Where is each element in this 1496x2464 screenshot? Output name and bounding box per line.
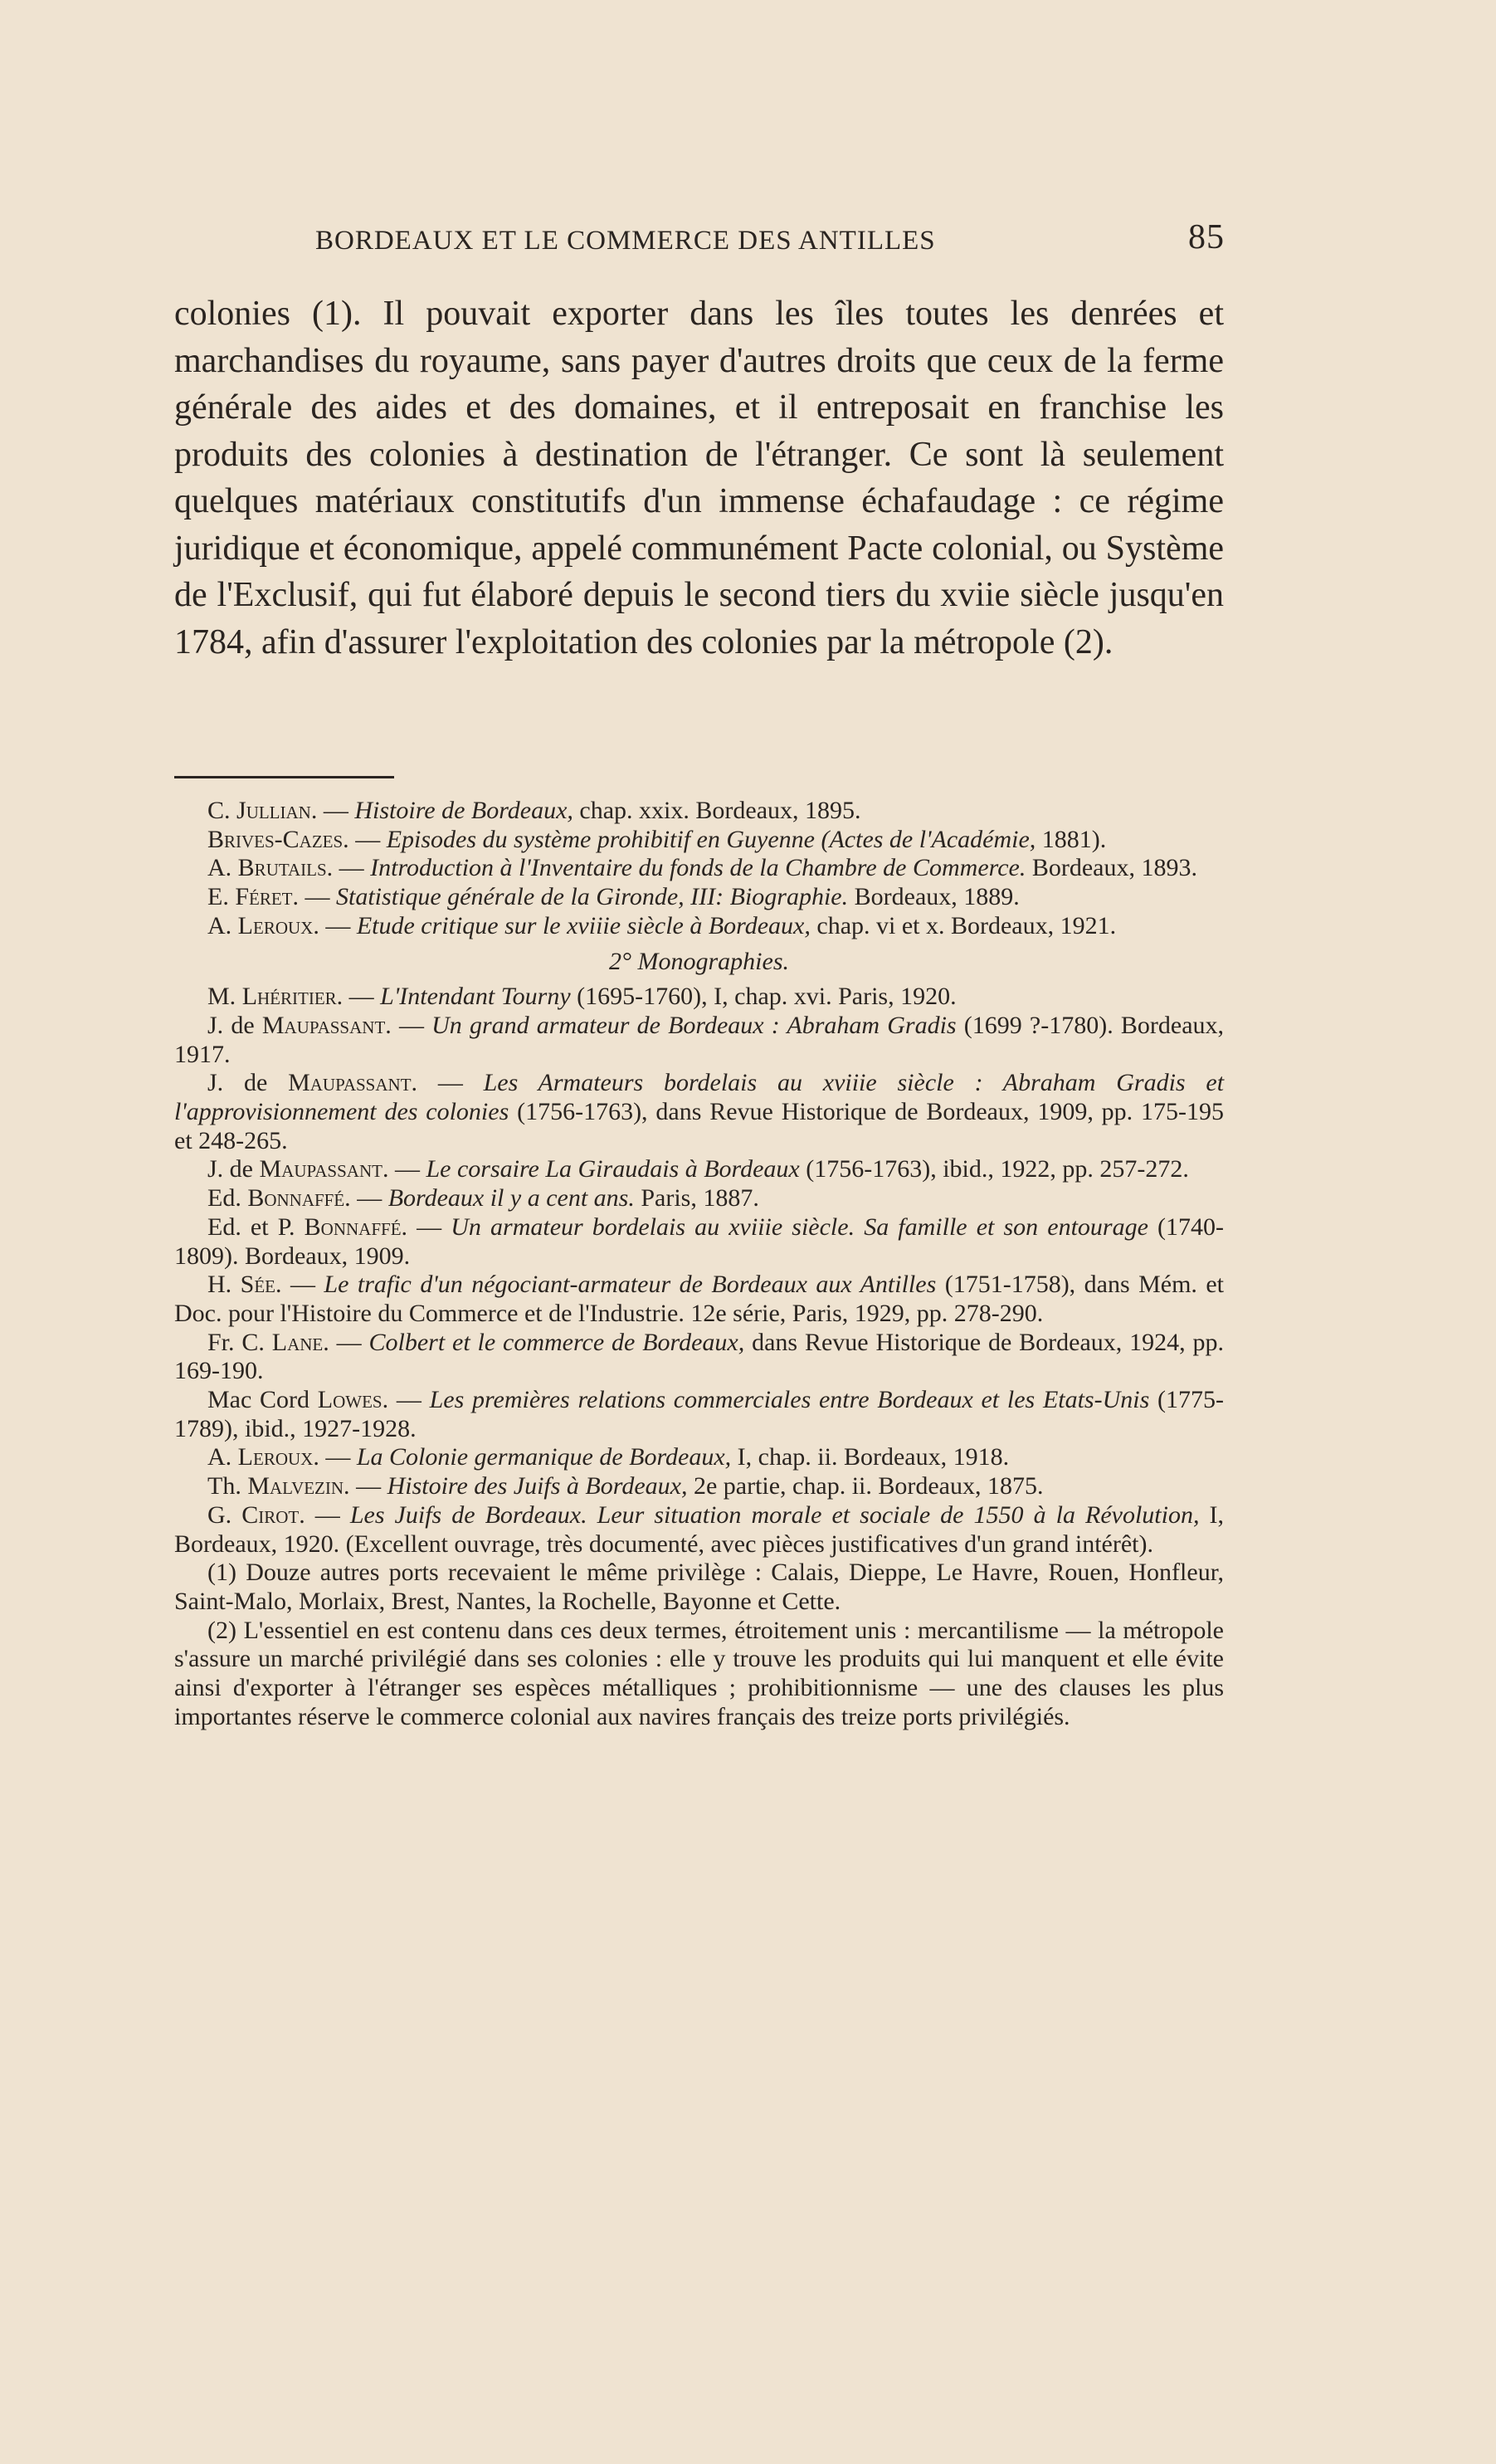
monograph-entry: Ed. Bonnaffé. — Bordeaux il y a cent ans. Paris, 1887. xyxy=(207,1184,759,1212)
footnote-rule xyxy=(174,776,394,778)
work-details: (1775-1789), ibid., 1927-1928. xyxy=(174,1386,1224,1442)
bibliography-entry: A. Leroux. — Etude critique sur le xviiie siècle à Bordeaux, chap. vi et x. Bordeaux, 1921. xyxy=(207,911,1117,939)
author-initials: Mac Cord xyxy=(207,1386,310,1414)
body-text xyxy=(174,290,1224,666)
work-details: (1740-1809). Bordeaux, 1909. xyxy=(174,1212,1224,1270)
author-initials: C. xyxy=(207,797,231,824)
work-details: 2e partie, chap. ii. Bordeaux, 1875. xyxy=(687,1472,1044,1500)
work-details: (1695-1760), I, chap. xvi. Paris, 1920. xyxy=(570,983,957,1011)
work-title: Le trafic d'un négociant-armateur de Bordeaux aux Antilles xyxy=(324,1271,937,1299)
monograph-entry: H. Sée. — Le trafic d'un négociant-armateur de Bordeaux aux Antilles (1751-1758), dans Mém. et Doc. pour l'Histoire du Commerce et de l'Industrie. 12e série, Paris, 1929, pp. 278-290. xyxy=(174,1271,1225,1327)
running-title: BORDEAUX ET LE COMMERCE DES ANTILLES xyxy=(315,226,936,256)
work-title: Le corsaire La Giraudais à Bordeaux xyxy=(426,1155,800,1183)
work-title: L'Intendant Tourny xyxy=(380,983,571,1011)
author-initials: J. de xyxy=(207,1069,268,1097)
author-name: Leroux. xyxy=(237,1443,319,1471)
author-name: Lowes. xyxy=(317,1386,389,1414)
monograph-entry: A. Leroux. — La Colonie germanique de Bordeaux, I, chap. ii. Bordeaux, 1918. xyxy=(207,1443,1010,1471)
work-title: Un grand armateur de Bordeaux : Abraham Gradis xyxy=(431,1011,957,1039)
author-name: Maupassant. xyxy=(261,1011,392,1039)
author-name: Brives-Cazes. xyxy=(207,825,349,853)
monograph-entry: J. de Maupassant. — Un grand armateur de Bordeaux : Abraham Gradis (1699 ?-1780). Bordeaux, 1917. xyxy=(174,1011,1225,1068)
work-title: Introduction à l'Inventaire du fonds de la Chambre de Commerce. xyxy=(370,854,1026,882)
footnote: (2) L'essentiel en est contenu dans ces deux termes, étroitement unis : mercantilisme — la métropole s'assure un marché privilégié dans ses colonies : elle y trouve les produits qui lui manquent et elle évite ainsi d'exporter à l'étranger ses espèces métalliques ; prohibitionnisme — une des clauses les plus importantes réserve le commerce colonial aux navires français des treize ports privilégiés. xyxy=(174,1616,1224,1730)
work-details: (1751-1758), dans Mém. et Doc. pour l'Histoire du Commerce et de l'Industrie. 12e série, Paris, 1929, pp. 278-290. xyxy=(174,1271,1225,1327)
work-details: dans Revue Historique de Bordeaux, 1924, pp. 169-190. xyxy=(174,1328,1225,1385)
monograph-entry: Ed. et P. Bonnaffé. — Un armateur bordelais au xviiie siècle. Sa famille et son entourage (1740-1809). Bordeaux, 1909. xyxy=(174,1212,1224,1270)
author-initials: A. xyxy=(207,854,232,882)
bibliography xyxy=(174,797,1224,1732)
author-name: Cirot. xyxy=(241,1500,305,1529)
work-title: Les Juifs de Bordeaux. Leur situation morale et sociale de 1550 à la Révolution, xyxy=(349,1500,1200,1529)
author-name: Bonnaffé. xyxy=(247,1184,351,1212)
author-initials: A. xyxy=(207,1443,232,1471)
footnotes xyxy=(174,1559,1224,1731)
bibliography-entry: E. Féret. — Statistique générale de la Gironde, III: Biographie. Bordeaux, 1889. xyxy=(207,883,1020,911)
author-initials: Ed. et P. xyxy=(207,1212,295,1241)
monographs-list xyxy=(174,983,1224,1559)
work-title: Etude critique sur le xviiie siècle à Bordeaux, xyxy=(356,911,811,939)
work-title: Histoire de Bordeaux, xyxy=(354,797,573,824)
monograph-entry: Th. Malvezin. — Histoire des Juifs à Bordeaux, 2e partie, chap. ii. Bordeaux, 1875. xyxy=(207,1472,1044,1500)
monograph-entry: Fr. C. Lane. — Colbert et le commerce de Bordeaux, dans Revue Historique de Bordeaux, 1924, pp. 169-190. xyxy=(174,1328,1225,1385)
monograph-entry: Mac Cord Lowes. — Les premières relations commerciales entre Bordeaux et les Etats-Unis (1775-1789), ibid., 1927-1928. xyxy=(174,1386,1224,1442)
author-initials: G. xyxy=(207,1500,232,1529)
work-title: Les premières relations commerciales entre Bordeaux et les Etats-Unis xyxy=(429,1386,1150,1414)
work-details: Bordeaux, 1893. xyxy=(1026,854,1197,882)
author-name: Leroux. xyxy=(237,911,319,939)
author-name: Maupassant. xyxy=(288,1069,418,1097)
author-name: Sée. xyxy=(240,1271,282,1299)
author-name: Lane. xyxy=(271,1328,329,1356)
monograph-entry: J. de Maupassant. — Les Armateurs bordelais au xviiie siècle : Abraham Gradis et l'approvisionnement des colonies (1756-1763), dans Revue Historique de Bordeaux, 1909, pp. 175-195 et 248-265. xyxy=(174,1069,1225,1154)
author-initials: J. de xyxy=(207,1011,255,1039)
bibliography-entry: A. Brutails. — Introduction à l'Inventaire du fonds de la Chambre de Commerce. Bordeaux, 1893. xyxy=(207,854,1197,882)
body-paragraph: colonies (1). Il pouvait exporter dans les îles toutes les denrées et marchandises du royaume, sans payer d'autres droits que ceux de la ferme générale des aides et des domaines, et il entreposait en franchise les produits des colonies à destination de l'étranger. Ce sont là seulement quelques matériaux constitutifs d'un immense échafaudage : ce régime juridique et économique, appelé communément Pacte colonial, ou Système de l'Exclusif, qui fut élaboré depuis le second tiers du xviie siècle jusqu'en 1784, afin d'assurer l'exploitation des colonies par la métropole (2). xyxy=(174,295,1224,661)
author-initials: E. xyxy=(207,883,229,911)
author-initials: Fr. C. xyxy=(207,1328,265,1356)
author-initials: Th. xyxy=(207,1472,241,1500)
work-details: (1699 ?-1780). Bordeaux, 1917. xyxy=(174,1011,1225,1068)
section-heading: 2° Monographies. xyxy=(609,947,789,975)
author-initials: M. xyxy=(207,983,236,1011)
bibliography-list xyxy=(174,797,1224,941)
work-details: (1756-1763), dans Revue Historique de Bordeaux, 1909, pp. 175-195 et 248-265. xyxy=(174,1098,1224,1154)
work-details: (1756-1763), ibid., 1922, pp. 257-272. xyxy=(799,1155,1189,1183)
footnote: (1) Douze autres ports recevaient le même privilège : Calais, Dieppe, Le Havre, Rouen, Honfleur, Saint-Malo, Morlaix, Brest, Nantes, la Rochelle, Bayonne et Cette. xyxy=(174,1559,1224,1615)
author-initials: Ed. xyxy=(207,1184,241,1212)
author-name: Jullian. xyxy=(236,797,318,824)
monograph-entry: M. Lhéritier. — L'Intendant Tourny (1695-1760), I, chap. xvi. Paris, 1920. xyxy=(207,983,957,1011)
bibliography-entry: Brives-Cazes. — Episodes du système prohibitif en Guyenne (Actes de l'Académie, 1881). xyxy=(207,825,1107,853)
work-details: 1881). xyxy=(1036,825,1107,853)
author-name: Maupassant. xyxy=(259,1155,389,1183)
author-name: Lhéritier. xyxy=(241,983,344,1011)
work-title: Colbert et le commerce de Bordeaux, xyxy=(368,1328,745,1356)
work-title: Statistique générale de la Gironde, III: Biographie. xyxy=(336,883,849,911)
author-name: Malvezin. xyxy=(247,1472,350,1500)
author-name: Féret. xyxy=(235,883,300,911)
monograph-entry: J. de Maupassant. — Le corsaire La Giraudais à Bordeaux (1756-1763), ibid., 1922, pp. 257-272. xyxy=(207,1155,1189,1183)
work-title: Histoire des Juifs à Bordeaux, xyxy=(387,1472,688,1500)
work-details: I, Bordeaux, 1920. (Excellent ouvrage, très documenté, avec pièces justificatives d'un grand intérêt). xyxy=(174,1500,1225,1558)
work-details: chap. xxix. Bordeaux, 1895. xyxy=(573,797,861,824)
page-number: 85 xyxy=(1188,218,1225,256)
work-details: Paris, 1887. xyxy=(634,1184,759,1212)
bibliography-entry: C. Jullian. — Histoire de Bordeaux, chap. xxix. Bordeaux, 1895. xyxy=(207,797,861,824)
author-initials: J. de xyxy=(207,1155,253,1183)
author-initials: H. xyxy=(207,1271,232,1299)
work-title: Un armateur bordelais au xviiie siècle. Sa famille et son entourage xyxy=(451,1212,1148,1241)
work-details: Bordeaux, 1889. xyxy=(848,883,1020,911)
work-title: Les Armateurs bordelais au xviiie siècle : Abraham Gradis et l'approvisionnement des colonies xyxy=(174,1069,1225,1126)
work-details: chap. vi et x. Bordeaux, 1921. xyxy=(810,911,1117,939)
author-initials: A. xyxy=(207,911,232,939)
monograph-entry: G. Cirot. — Les Juifs de Bordeaux. Leur situation morale et sociale de 1550 à la Révolution, I, Bordeaux, 1920. (Excellent ouvrage, très documenté, avec pièces justificatives d'un grand intérêt). xyxy=(174,1500,1225,1558)
author-name: Bonnaffé. xyxy=(304,1212,408,1241)
author-name: Brutails. xyxy=(237,854,334,882)
work-title: La Colonie germanique de Bordeaux, xyxy=(356,1443,732,1471)
work-title: Bordeaux il y a cent ans. xyxy=(387,1184,635,1212)
work-title: Episodes du système prohibitif en Guyenne (Actes de l'Académie, xyxy=(386,825,1036,853)
work-details: I, chap. ii. Bordeaux, 1918. xyxy=(731,1443,1010,1471)
